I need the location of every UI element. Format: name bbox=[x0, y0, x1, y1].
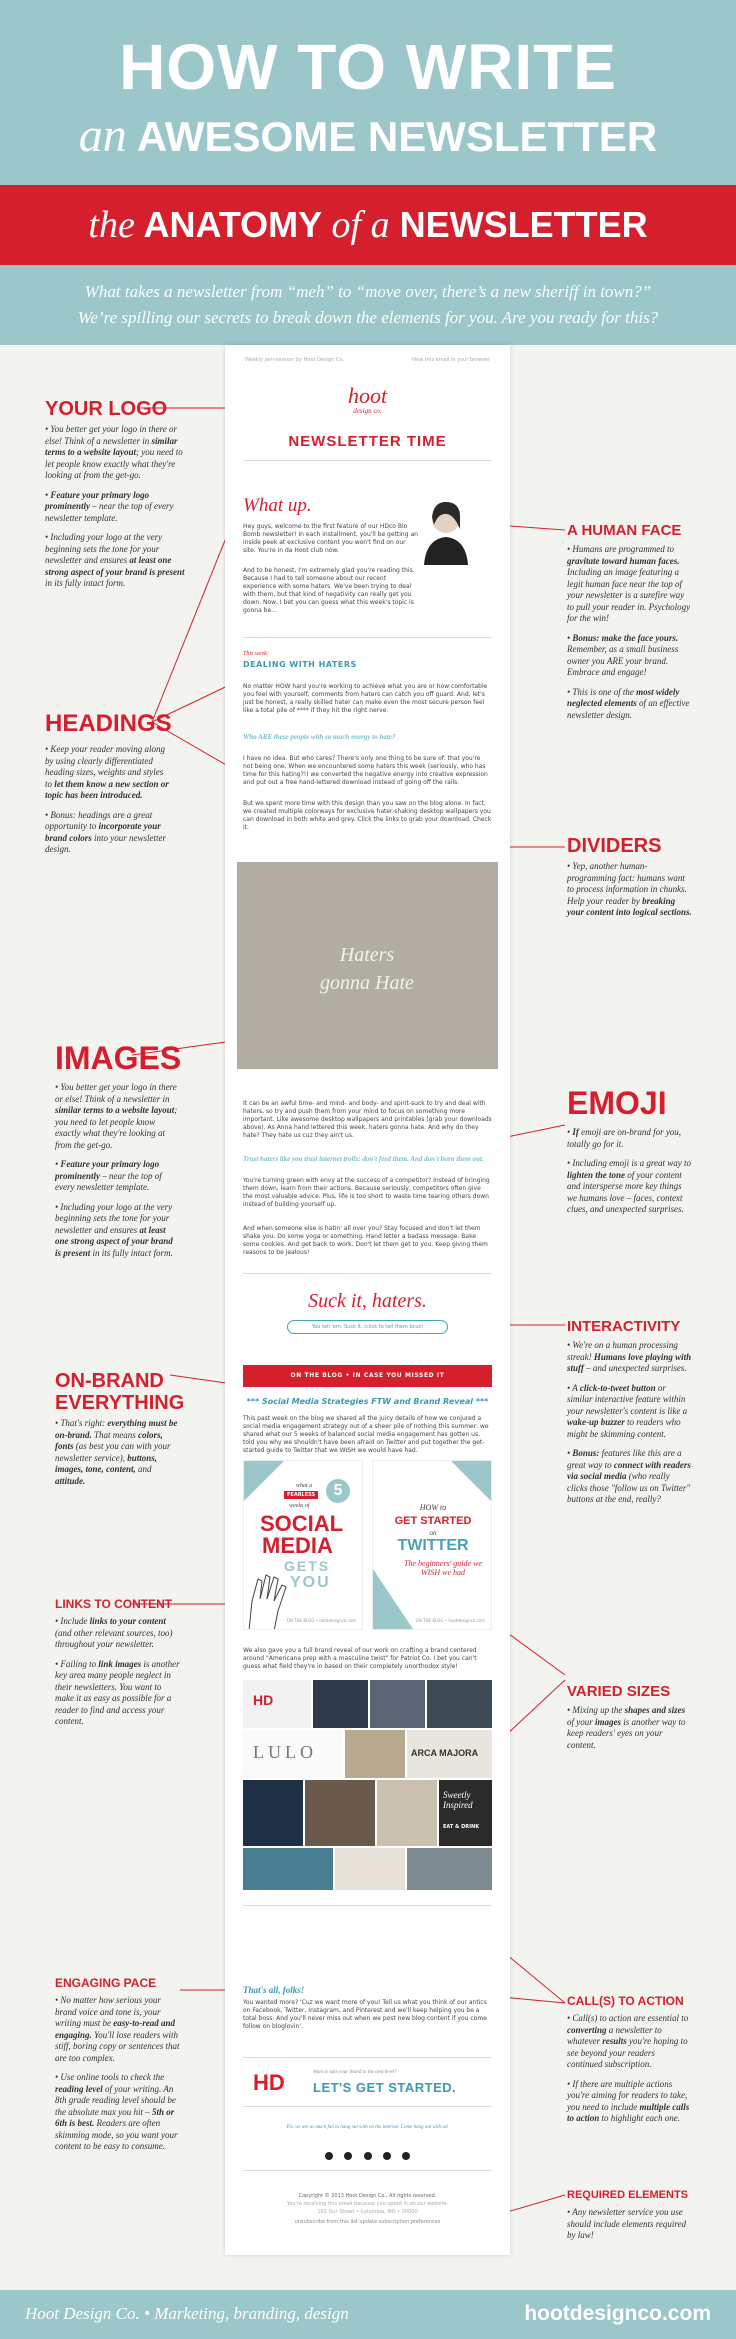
haters-artwork[interactable] bbox=[237, 862, 498, 1069]
logo-point-1: • You better get your logo in there or else! Think of a newsletter in similar terms to a website layout; you need to let people know exactly what they're looking at from the get-go. bbox=[45, 424, 183, 480]
img1-you: YOU bbox=[290, 1574, 331, 1591]
logo-point-2: • Feature your primary logo prominently – near the top of every newsletter template. bbox=[45, 489, 174, 523]
preheader-left[interactable]: Weekly jam-session by Hoot Design Co. bbox=[245, 357, 344, 363]
header bbox=[0, 0, 736, 185]
twitter-icon[interactable] bbox=[344, 2152, 352, 2160]
bloglovin-icon[interactable] bbox=[402, 2152, 410, 2160]
collage-tile bbox=[407, 1730, 492, 1778]
interactivity-heading: INTERACTIVITY bbox=[567, 1318, 681, 1335]
on-brand-point: • That's right: everything must be on-brand. That means colors, fonts (as best you can with your newsletter service), buttons, images, tone, content, and attitude. bbox=[55, 1418, 178, 1486]
folks-paragraph: You wanted more? 'Cuz we want more of you! Tell us what you think of our antics on Facebook, Twitter, Instagram, and Pinterest and we'll keep helping you be a total boss. And you'll never miss out when we post new blog content if you come follow on bloglovin'. bbox=[243, 1999, 487, 2030]
images-point-1: • You better get your logo in there or else! Think of a newsletter in similar terms to a website layout; you need to let people know exactly what they're looking at from the get-go. bbox=[55, 1082, 178, 1150]
annotation-on-brand bbox=[55, 1370, 185, 1495]
img2-get-started: GET STARTED bbox=[394, 1515, 472, 1527]
cta-text: LET'S GET STARTED. bbox=[313, 2080, 457, 2095]
band-anatomy: ANATOMY bbox=[143, 204, 322, 245]
collage-tile bbox=[335, 1848, 405, 1890]
logo-sub: design co. bbox=[353, 407, 382, 415]
why-line: You're receiving this email because you opted in on our website. bbox=[286, 2201, 449, 2207]
annotation-your-logo bbox=[45, 398, 185, 598]
annotation-interactivity bbox=[567, 1318, 692, 1514]
img2-how: HOW to bbox=[419, 1503, 447, 1512]
newsletter-logo[interactable] bbox=[225, 385, 510, 415]
emoji-heading: EMOJI bbox=[567, 1085, 667, 1121]
what-up-heading: What up. bbox=[243, 495, 312, 516]
annotation-links bbox=[55, 1597, 180, 1736]
varied-sizes-heading: VARIED SIZES bbox=[567, 1683, 671, 1700]
collage-eat: EAT & DRINK bbox=[443, 1824, 480, 1830]
annotation-images bbox=[55, 1040, 180, 1267]
face-point-1: • Humans are programmed to gravitate toward human faces. Including an image featuring a legit human face near the top of your newsletter is a surefire way to pull your reader in. Psychology for the win! bbox=[567, 544, 691, 623]
divider bbox=[243, 637, 492, 638]
human-face-heading: A HUMAN FACE bbox=[567, 522, 682, 539]
divider bbox=[243, 1905, 492, 1906]
collage-tile bbox=[345, 1730, 405, 1778]
image-corner bbox=[244, 1461, 284, 1501]
img2-on: on bbox=[429, 1529, 437, 1537]
face-point-2: • Bonus: make the face yours. Remember, as a small business owner you ARE your brand. Embrace and engage! bbox=[567, 632, 679, 677]
social-media-post-image[interactable] bbox=[243, 1460, 363, 1630]
img1-number: 5 bbox=[326, 1479, 350, 1503]
idea-paragraph: I have no idea. But who cares? There's only one thing to be sure of: that you're not being one. When we encountered some haters this week (seriously, who has time for this hating?!) we converted the negative energy into creative expression and put out a free hand-lettered download instead of going off the rails. bbox=[243, 755, 488, 786]
intro-paragraph-1: Hey guys, welcome to the first feature of our HDco Bio Bomb newsletter! In each installment, you'll be getting an inside peek at exclusive content you won't find on our site. You're in da Hoot club now. bbox=[243, 523, 418, 554]
cta-point-1: • Call(s) to action are essential to converting a newsletter to whatever results you're hoping to see beyond your readers continued subscription. bbox=[567, 2013, 689, 2069]
images-point-2: • Feature your primary logo prominently – near the top of every newsletter template. bbox=[55, 1159, 162, 1192]
img1-foot: ON THE BLOG • hootdesignco.com bbox=[286, 1618, 356, 1623]
face-point-3: • This is one of the most widely neglected elements of an effective newsletter design. bbox=[567, 686, 690, 720]
newsletter-mockup bbox=[225, 345, 510, 2255]
image-corner bbox=[373, 1569, 413, 1629]
blog-post-title[interactable]: *** Social Media Strategies FTW and Brand Reveal *** bbox=[246, 1397, 489, 1406]
band-newsletter: NEWSLETTER bbox=[399, 204, 648, 245]
links-heading: LINKS TO CONTENT bbox=[55, 1597, 173, 1611]
int-point-2: • A click-to-tweet button or similar interactive feature within your newsletter's content is like a wake-up buzzer to readers who might be skimming content. bbox=[567, 1382, 688, 1439]
on-brand-heading-1: ON-BRAND bbox=[55, 1370, 164, 1392]
trust-heading: Trust haters like you trust internet trolls: don't feed them. And don't burn them out. bbox=[243, 1155, 484, 1163]
title-awesome-newsletter: AWESOME NEWSLETTER bbox=[136, 113, 658, 160]
pace-point-1: • No matter how serious your brand voice and tone is, your writing must be easy-to-read and engaging. You'll lose readers with stiff, boring copy or sentences that are too complex. bbox=[55, 1995, 180, 2063]
annotation-headings bbox=[45, 710, 170, 864]
logo-point-3: • Including your logo at the very beginning sets the tone for your newsletter and ensures at least one strong aspect of your brand is present in its fully intact form. bbox=[45, 532, 185, 588]
turn-paragraph: You're turning green with envy at the success of a competitor? Instead of bringing them down, learn from their actions. Because seriously, competitors often give the most valuable advice. Plus, life is too short to waste time tearing others down instead of building yourself up. bbox=[243, 1177, 490, 1208]
cta-logo: HD bbox=[253, 2070, 285, 2095]
title-line-1: HOW TO WRITE bbox=[119, 31, 617, 103]
footer-tagline: Hoot Design Co. • Marketing, branding, design bbox=[25, 2304, 349, 2323]
unsubscribe-links[interactable]: unsubscribe from this list update subscription preferences bbox=[294, 2219, 441, 2225]
instagram-icon[interactable] bbox=[364, 2152, 372, 2160]
someone-paragraph: And when someone else is hatin' all over you? Stay focused and don't let them shake you. Do some yoga or something. Hand letter a badass message. Bake some cookies. And get back to work. Don't let them get to you. Keep giving them reasons to be jealous! bbox=[243, 1225, 488, 1256]
blog-paragraph: This past week on the blog we shared all the juicy details of how we conjured a social media engagement strategy out of a sheer pile of nothing this summer: we shared what our 5 weeks of balanced social media engagement has gotten us, told you why we shouldn't have been afraid on Twitter and put together the get-started guide to Twitter that we WISH we would have had. bbox=[243, 1415, 489, 1454]
newsletter-title: NEWSLETTER TIME bbox=[288, 433, 447, 450]
subtitle-line-1: What takes a newsletter from “meh” to “move over, there’s a new sheriff in town?” bbox=[84, 282, 652, 301]
annotation-dividers bbox=[567, 835, 692, 927]
cta-small: Want to take your brand to the next level? bbox=[313, 2070, 397, 2075]
author-photo bbox=[420, 495, 470, 565]
title-line-2 bbox=[0, 108, 736, 163]
anatomy-band bbox=[0, 185, 736, 265]
artwork-lettering: Haters gonna Hate bbox=[320, 944, 414, 994]
divider bbox=[243, 2170, 492, 2171]
logo-hoot: hoot bbox=[347, 383, 388, 408]
band-the: the bbox=[88, 204, 135, 246]
suck-it-heading: Suck it, haters. bbox=[308, 1290, 427, 1312]
dealing-heading: DEALING WITH HATERS bbox=[243, 660, 357, 669]
collage-lulo: LULO bbox=[253, 1742, 317, 1762]
int-point-1: • We're on a human processing streak! Humans love playing with stuff – and unexpected surprises. bbox=[567, 1340, 692, 1373]
collage-tile bbox=[305, 1780, 375, 1846]
collage-tile bbox=[427, 1680, 492, 1728]
collage-hd-logo: HD bbox=[253, 1692, 274, 1708]
ps-line: P.S. we are as much fun to hang out with on the internet. Come hang out with us! bbox=[286, 2125, 449, 2130]
collage-arca: ARCA MAJORA bbox=[411, 1748, 479, 1758]
subtitle bbox=[0, 265, 736, 345]
brand-paragraph: We also gave you a full brand reveal of our work on crafting a brand centered around "Americana prep with a masculine twist" for Patriot Co. I bet you can't guess what field they're in based on their completely unorthodox style! bbox=[243, 1647, 477, 1670]
annotation-calls-to-action bbox=[567, 1994, 692, 2133]
img1-weeks: weeks of bbox=[289, 1503, 310, 1509]
img2-foot: ON THE BLOG • hootdesignco.com bbox=[415, 1618, 485, 1623]
img1-media: MEDIA bbox=[262, 1533, 333, 1558]
collage-tile bbox=[243, 1780, 303, 1846]
image-corner bbox=[451, 1461, 491, 1501]
divider bbox=[243, 460, 492, 461]
footer-url[interactable]: hootdesignco.com bbox=[524, 2302, 711, 2325]
links-point-1: • Include links to your content (and other relevant sources, too) throughout your newsletter. bbox=[55, 1616, 173, 1649]
collage-tile bbox=[370, 1680, 425, 1728]
emoji-point-2: • Including emoji is a great way to lighten the tone of your content and intersperse more key things we humans love – faces, context clues, and unexpected surprises. bbox=[567, 1158, 692, 1214]
facebook-icon[interactable] bbox=[325, 2152, 333, 2160]
annotation-engaging-pace bbox=[55, 1976, 180, 2161]
twitter-guide-image[interactable] bbox=[372, 1460, 492, 1630]
img1-social: SOCIAL bbox=[260, 1511, 344, 1536]
footer-bar bbox=[0, 2290, 736, 2339]
img1-gets: GETS bbox=[284, 1558, 331, 1574]
cta-banner[interactable] bbox=[243, 2057, 492, 2107]
annotation-required-elements bbox=[567, 2188, 692, 2250]
varied-point: • Mixing up the shapes and sizes of your images is another way to keep readers' eyes on your content. bbox=[567, 1705, 686, 1750]
headings-point-2: • Bonus: headings are a great opportunity to incorporate your brand colors into your newsletter design. bbox=[45, 809, 167, 854]
collage-tile bbox=[407, 1848, 492, 1890]
collage-tile bbox=[439, 1780, 492, 1846]
your-logo-heading: YOUR LOGO bbox=[45, 398, 168, 420]
annotation-human-face bbox=[567, 522, 692, 729]
collage-tile bbox=[243, 1680, 311, 1728]
cta-heading: CALL(S) TO ACTION bbox=[567, 1994, 684, 2008]
preheader-right[interactable]: View this email in your browser bbox=[411, 357, 490, 363]
collage-tile bbox=[377, 1780, 437, 1846]
address: 101 Our Street • Columbia, MO • 00000 bbox=[317, 2209, 418, 2215]
who-heading: Who ARE these people with so much energy to hate? bbox=[243, 733, 396, 741]
dividers-point: • Yep, another human-programming fact: humans want to process information in chunks. Help your reader by breaking your content into logical sections. bbox=[567, 861, 692, 917]
required-point: • Any newsletter service you use should include elements required by law! bbox=[567, 2207, 687, 2240]
headings-heading: HEADINGS bbox=[45, 710, 172, 737]
int-point-3: • Bonus: features like this are a great way to connect with readers via social media (who really clicks those "follow us on Twitter" buttons at the end, really? bbox=[567, 1448, 691, 1504]
collage-tile bbox=[243, 1848, 333, 1890]
links-point-2: • Failing to link images is another key area many people neglect in their newsletters. You want to make it as easy as possible for a reader to find and access your content. bbox=[55, 1658, 180, 1726]
img2-twitter: TWITTER bbox=[397, 1537, 469, 1554]
collage-tile bbox=[243, 1730, 343, 1778]
collage-sweet: Sweetly Inspired bbox=[443, 1790, 473, 1810]
img1-fearless: FEARLESS bbox=[284, 1491, 318, 1499]
divider bbox=[243, 1273, 492, 1274]
intro-paragraph-2: And to be honest, I'm extremely glad you're reading this. Because I had to tell someone about our recent experience with some haters. We've been trying to deal with them, but that kind of negativity can really get you down. Now, I bet you can guess what this week's topic is gonna be... bbox=[243, 567, 415, 614]
engaging-pace-heading: ENGAGING PACE bbox=[55, 1976, 157, 1990]
title-an: an bbox=[78, 109, 127, 162]
pinterest-icon[interactable] bbox=[383, 2152, 391, 2160]
folks-heading: That's all, folks! bbox=[243, 1985, 305, 1995]
spent-paragraph[interactable]: But we spent more time with this design than you saw on the blog alone. In fact, we created multiple colorways for exclusive hater-shaking desktop wallpapers you can download in both white and grey. Click the links to grab your download. Check it. bbox=[243, 800, 492, 831]
pace-point-2: • Use online tools to check the reading level of your writing. An 8th grade reading level should be the absolute max you hit – 5th or 6th is best. Readers are often skimming mode, so you want your content to be easy to consume. bbox=[55, 2072, 178, 2151]
emoji-point-1: • If emoji are on-brand for you, totally go for it. bbox=[567, 1127, 682, 1149]
rough-paragraph: It can be an awful time- and mind- and body- and spirit-suck to try and deal with haters, so try and push them from your mind to focus on something more important. Like awesome desktop wallpapers and printables (grab your downloads above). As Anna hand lettered this week, haters gonna hate. And why do they hate? They hate us cuz they ain't us. bbox=[243, 1100, 492, 1139]
on-brand-heading-2: EVERYTHING bbox=[55, 1392, 185, 1414]
headings-point-1: • Keep your reader moving along by using clearly differentiated heading sizes, weights and styles to let them know a new section or topic has been introduced. bbox=[45, 744, 169, 800]
band-of-a: of a bbox=[331, 204, 390, 246]
cta-point-2: • If there are multiple actions you're aiming for readers to take, you need to include multiple calls to action to highlight each one. bbox=[567, 2078, 690, 2123]
click-to-tweet-button[interactable]: You tell 'em. Suck it. (click to tell them bcuz) bbox=[287, 1320, 448, 1334]
annotation-varied-sizes bbox=[567, 1683, 692, 1759]
annotation-emoji bbox=[567, 1085, 692, 1224]
this-week-label: This week: bbox=[243, 651, 269, 657]
collage-tile bbox=[313, 1680, 368, 1728]
subtitle-line-2: We’re spilling our secrets to break down the elements for you. Are you ready for this? bbox=[77, 308, 659, 327]
images-heading: IMAGES bbox=[55, 1040, 182, 1076]
brand-collage[interactable] bbox=[243, 1680, 492, 1890]
images-point-3: • Including your logo at the very beginning sets the tone for your newsletter and ensures at least one strong aspect of your brand is present in its fully intact form. bbox=[55, 1201, 173, 1258]
dividers-heading: DIVIDERS bbox=[567, 835, 662, 857]
img2-script: The beginners' guide we WISH we had bbox=[404, 1559, 482, 1577]
on-the-blog-bar: ON THE BLOG • IN CASE YOU MISSED IT bbox=[243, 1365, 492, 1387]
img1-small: what a bbox=[296, 1483, 313, 1489]
haters-paragraph: No matter HOW hard you're working to achieve what you are or how comfortable you feel with yourself, comments from haters can catch you off guard. And, let's just be honest, a really skilled hater can make even the most secure person feel like a total pile of **** if they hit the right nerve. bbox=[243, 683, 488, 714]
required-heading: REQUIRED ELEMENTS bbox=[567, 2189, 689, 2201]
copyright: Copyright © 2013 Hoot Design Co., All rights reserved. bbox=[298, 2193, 437, 2199]
social-icons bbox=[225, 2145, 510, 2164]
